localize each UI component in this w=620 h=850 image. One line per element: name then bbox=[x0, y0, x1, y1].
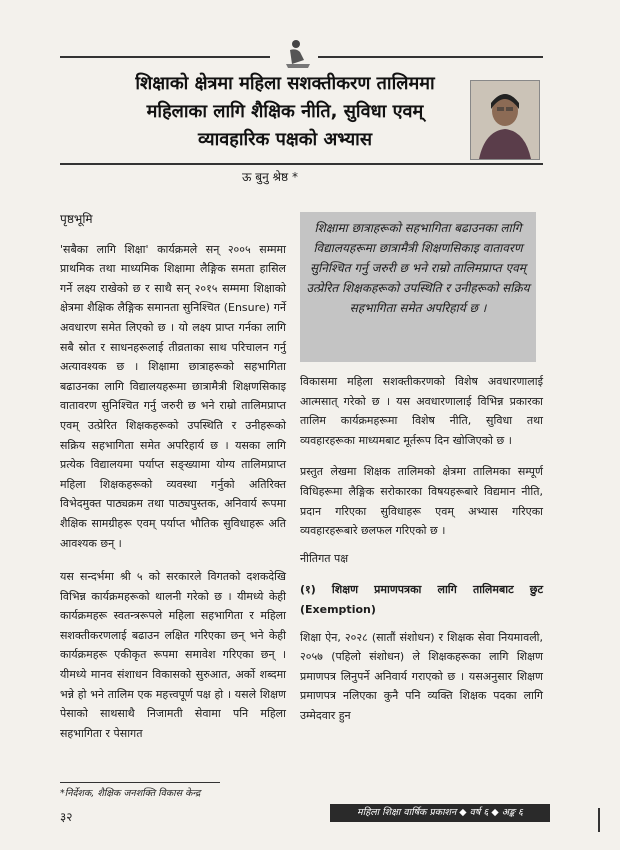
top-rule-left bbox=[60, 56, 270, 58]
right-column bbox=[300, 372, 543, 726]
footnote-rule bbox=[60, 782, 220, 783]
author-portrait bbox=[470, 80, 540, 160]
publication-banner: महिला शिक्षा वार्षिक प्रकाशन ◆ वर्ष ६ ◆ अङ्क ६ bbox=[330, 804, 550, 822]
author-byline: ऊ बुनु श्रेष्ठ * bbox=[242, 170, 298, 184]
left-column bbox=[60, 210, 286, 743]
paragraph: यस सन्दर्भमा श्री ५ को सरकारले विगतको दशकदेखि विभिन्न कार्यक्रमहरूको थालनी गरेको छ । यीमध्ये केही कार्यक्रमहरू स्वतन्त्ररूपले महिला सहभागिता र महिला सशक्तीकरणलाई बढाउन लक्षित गरिएका छन् भने केही कार्यक्रमहरू एकीकृत रूपमा समावेश गरिएका छन् । यीमध्ये मानव संशाधन विकासको सुरुआत, अर्को शब्दमा भन्ने हो भने तालिम एक महत्त्वपूर्ण पक्ष हो । यसले शिक्षण पेसाको साथसाथै निजामती सेवामा पनि महिला सहभागिता र पेसागत bbox=[60, 570, 286, 740]
title-line: शिक्षाको क्षेत्रमा महिला सशक्तीकरण तालिममा bbox=[135, 73, 435, 94]
top-rule-right bbox=[318, 56, 543, 58]
title-line: व्यावहारिक पक्षको अभ्यास bbox=[198, 129, 372, 150]
section-heading-policy: नीतिगत पक्ष bbox=[300, 551, 349, 565]
paragraph: प्रस्तुत लेखमा शिक्षक तालिमको क्षेत्रमा तालिमका सम्पूर्ण विधिहरूमा लैङ्गिक सरोकारका विषयहरूबारे विद्यमान नीति, प्रदान गरिएका सुविधाहरू एवम् अभ्यास गरिएका व्यवहारहरूबारे छलफल गरिएको छ । bbox=[300, 465, 543, 538]
paragraph: शिक्षा ऐन, २०२८ (सातौं संशोधन) र शिक्षक सेवा नियमावली, २०५७ (पहिलो संशोधन) ले शिक्षकहरूका लागि शिक्षण प्रमाणपत्र लिनुपर्ने अनिवार्य गराएको छ । यसअनुसार शिक्षण प्रमाणपत्र नलिएका कुनै पनि व्यक्ति शिक्षक पदका लागि उम्मेदवार हुन bbox=[300, 630, 543, 722]
margin-mark bbox=[598, 808, 600, 832]
footnote: *निर्देशक, शैक्षिक जनशक्ति विकास केन्द्र bbox=[60, 788, 201, 799]
subsection-heading: (१) शिक्षण प्रमाणपत्रका लागि तालिमबाट छुट (Exemption) bbox=[300, 583, 543, 616]
section-heading-background: पृष्ठभूमि bbox=[60, 212, 93, 226]
title-line: महिलाका लागि शैक्षिक नीति, सुविधा एवम् bbox=[146, 101, 424, 122]
pull-quote: शिक्षामा छात्राहरूको सहभागिता बढाउनका लागि विद्यालयहरूमा छात्रामैत्री शिक्षणसिकाइ वातावरण सुनिश्चित गर्नु जरुरी छ भने राम्रो तालिमप्राप्त एवम् उत्प्रेरित शिक्षकहरूको उपस्थिति र उनीहरूको सक्रिय सहभागिता समेत अपरिहार्य छ । bbox=[300, 212, 536, 362]
title-underline bbox=[60, 163, 543, 165]
paragraph: 'सबैका लागि शिक्षा' कार्यक्रमले सन् २००५ सम्ममा प्राथमिक तथा माध्यमिक शिक्षामा लैङ्गिक समता हासिल गर्ने लक्ष्य राखेको छ र साथै सन् २०१५ सम्ममा शिक्षाको क्षेत्रमा शैक्षिक लैङ्गिक समानता सुनिश्चित (Ensure) गर्ने अवधारण समेत लिएको छ । यो लक्ष्य प्राप्त गर्नका लागि सबै स्रोत र साधनहरूलाई तीव्रताका साथ परिचालन गर्नु अत्यावश्यक छ । शिक्षामा छात्राहरूको सहभागिता बढाउनका लागि विद्यालयहरूमा छात्रामैत्री शिक्षणसिकाइ वातावरण सुनिश्चित गर्नु जरुरी छ भने राम्रो तालिमप्राप्त एवम् उत्प्रेरित शिक्षकहरूको उपस्थिति र उनीहरूको सक्रिय सहभागिता समेत अपरिहार्य छ । यसका लागि प्रत्येक विद्यालयमा पर्याप्त सङ्ख्यामा योग्य तालिमप्राप्त महिला शिक्षकहरूको व्यवस्था गर्नुको अतिरिक्त विभेदमुक्त पाठ्यक्रम तथा पाठ्यपुस्तक, अनिवार्य रूपमा शैक्षिक सामग्रीहरू एवम् पर्याप्त भौतिक सुविधाहरू अति आवश्यक छन् । bbox=[60, 242, 286, 550]
page-number: ३२ bbox=[60, 810, 73, 824]
article-title bbox=[95, 70, 475, 154]
reading-figure-icon bbox=[280, 36, 316, 72]
paragraph: विकासमा महिला सशक्तीकरणको विशेष अवधारणालाई आत्मसात् गरेको छ । यस अवधारणालाई विभिन्न प्रकारका तालिम कार्यक्रमहरूमा विशेष नीति, सुविधा तथा व्यवहारहरूका माध्यमबाट मूर्तरूप दिन खोजिएको छ । bbox=[300, 375, 543, 447]
